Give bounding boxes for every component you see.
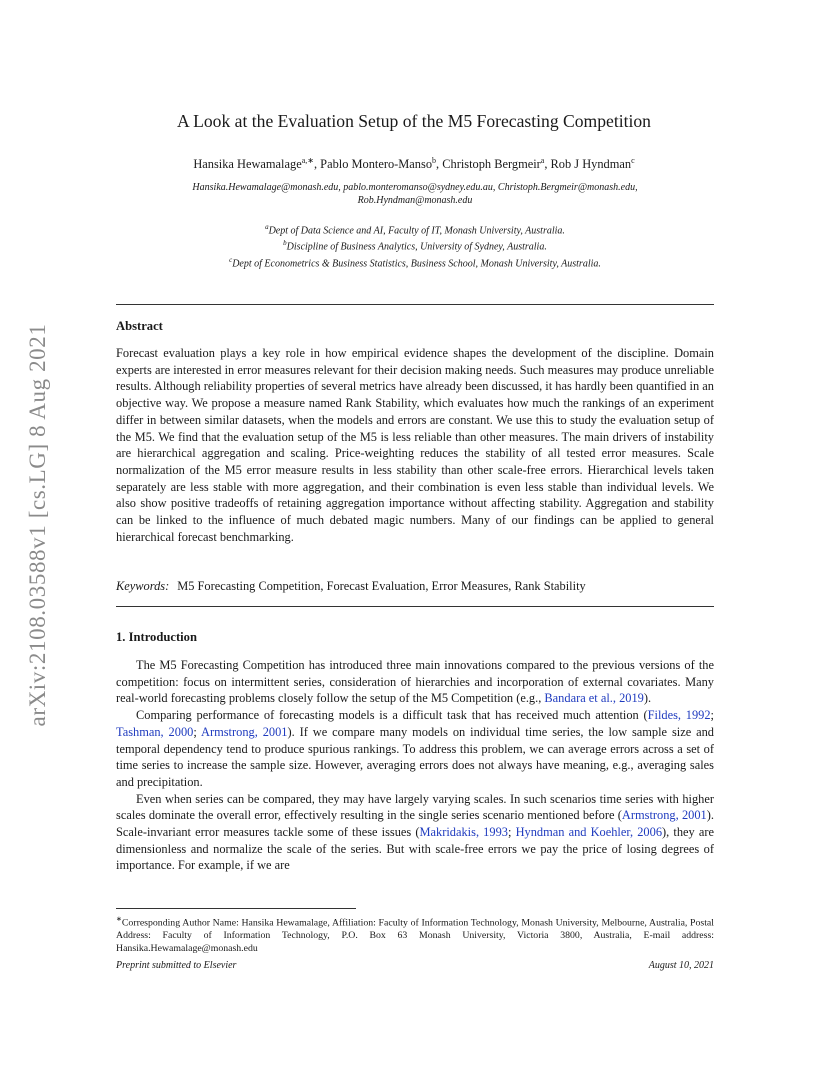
footer-date: August 10, 2021 bbox=[648, 960, 714, 971]
footnote-mark: ∗ bbox=[116, 915, 122, 923]
citation-separator: ; bbox=[710, 708, 714, 723]
author-separator: , bbox=[313, 157, 321, 172]
paragraph bbox=[116, 707, 714, 791]
footnote bbox=[116, 913, 714, 955]
author-emails bbox=[116, 181, 714, 207]
author-name: Rob J Hyndman bbox=[550, 157, 632, 172]
paragraph bbox=[116, 657, 714, 707]
introduction-body bbox=[116, 657, 714, 874]
paragraph-text: ). Scale-invariant error measures tackle some of these issues ( bbox=[116, 808, 714, 840]
abstract-bottom-rule bbox=[116, 606, 714, 607]
citation-link[interactable]: Tashman, 2000 bbox=[116, 724, 194, 739]
email-line[interactable]: Hansika.Hewamalage@monash.edu, pablo.monteromanso@sydney.edu.au, Christoph.Bergmeir@monash.edu, bbox=[192, 182, 638, 193]
citation-separator: ; bbox=[507, 825, 516, 840]
affiliation-line bbox=[116, 221, 714, 237]
paragraph-text: Even when series can be compared, they may have largely varying scales. In such scenarios time series with higher scales dominate the overall error, effectively resulting in the single series scenario mentioned before ( bbox=[116, 791, 714, 823]
affiliation-line bbox=[116, 237, 714, 253]
affiliation-mark: c bbox=[229, 255, 233, 264]
paragraph bbox=[116, 791, 714, 875]
email-line[interactable]: Rob.Hyndman@monash.edu bbox=[357, 195, 473, 206]
paragraph-text: The M5 Forecasting Competition has introduced three main innovations compared to the previous versions of the competition: focus on intermittent series, consideration of hierarchies and incorporation of external covariates. Many real-world forecasting problems closely follow the setup of the M5 Competition (e.g., bbox=[116, 658, 714, 706]
footnote-text: Corresponding Author Name: Hansika Hewamalage, Affiliation: Faculty of Information Technology, Monash University, Melbourne, Australia, Postal Address: Faculty of Information Technology, P.O. Box 63 Monash University, Victoria 3800, Australia, E-mail address: Hansika.Hewamalage@monash.edu bbox=[116, 917, 714, 955]
author-affiliation-mark: a,∗ bbox=[301, 156, 314, 165]
paragraph-text: ), they are dimensionless and normalize the scale of the series. But with scale-free errors we pay the price of losing degrees of importance. For example, if we are bbox=[116, 825, 714, 873]
author-name: Pablo Montero-Manso bbox=[320, 157, 433, 172]
author-affiliation-mark: c bbox=[631, 156, 635, 165]
keywords bbox=[116, 579, 714, 594]
paragraph-text: ). bbox=[643, 691, 652, 706]
author-list bbox=[0, 156, 828, 172]
author-separator: , bbox=[544, 157, 551, 172]
author-separator: , bbox=[436, 157, 443, 172]
affiliations bbox=[116, 221, 714, 270]
abstract-heading: Abstract bbox=[116, 319, 163, 333]
abstract-top-rule bbox=[116, 304, 714, 305]
paragraph-text: Comparing performance of forecasting models is a difficult task that has received much attention ( bbox=[136, 708, 648, 723]
affiliation-text: Discipline of Business Analytics, University of Sydney, Australia. bbox=[286, 241, 547, 253]
affiliation-text: Dept of Data Science and AI, Faculty of IT, Monash University, Australia. bbox=[268, 225, 565, 237]
citation-link[interactable]: Makridakis, 1993 bbox=[419, 825, 508, 840]
citation-link[interactable]: Armstrong, 2001 bbox=[621, 808, 707, 823]
arxiv-identifier: arXiv:2108.03588v1 [cs.LG] 8 Aug 2021 bbox=[25, 323, 50, 727]
citation-link[interactable]: Hyndman and Koehler, 2006 bbox=[515, 825, 663, 840]
paper-title: A Look at the Evaluation Setup of the M5 Forecasting Competition bbox=[177, 111, 651, 131]
citation-link[interactable]: Fildes, 1992 bbox=[647, 708, 711, 723]
affiliation-text: Dept of Econometrics & Business Statistics, Business School, Monash University, Australia. bbox=[232, 257, 601, 269]
abstract-body bbox=[116, 345, 714, 545]
citation-separator: ; bbox=[193, 724, 202, 739]
citation-link[interactable]: Armstrong, 2001 bbox=[201, 724, 288, 739]
paragraph-text: ). If we compare many models on individual time series, the low sample size and temporal dependency tend to produce spurious rankings. To address this problem, we can average errors across a set of time series to increase the sample size. However, averaging errors does not always have meaning, e.g., averaging sales and precipitation. bbox=[116, 724, 715, 789]
author-affiliation-mark: a bbox=[540, 156, 545, 165]
author-name: Christoph Bergmeir bbox=[442, 157, 541, 172]
author-name: Hansika Hewamalage bbox=[193, 157, 302, 172]
abstract-text: Forecast evaluation plays a key role in how empirical evidence shapes the development of the discipline. Domain experts are interested in error measures relevant for their decision making needs. Such measures may produce unreliable results. Although reliability properties of several metrics have already been discussed, it has hardly been quantified in an objective way. We propose a measure named Rank Stability, which evaluates how much the rankings of an experiment differ in between similar datasets, when the models and errors are constant. We use this to study the evaluation setup of the M5. We find that the evaluation setup of the M5 is less reliable than other measures. The main drivers of instability are hierarchical aggregation and scaling. Price-weighting reduces the stability of all tested error measures. Scale normalization of the M5 error measure results in less stability than other scale-free errors. Hierarchical levels taken separately are less stable with more aggregation, and their combination is even less stable than individual levels. We also show positive tradeoffs of retaining aggregation importance without affecting stability. Aggregation and stability can be linked to the influence of much debated magic numbers. Many of our findings can be applied to general hierarchical forecast benchmarking. bbox=[116, 346, 714, 544]
affiliation-mark: b bbox=[283, 239, 287, 248]
affiliation-line bbox=[116, 254, 714, 270]
author-affiliation-mark: b bbox=[432, 156, 437, 165]
keywords-label: Keywords: bbox=[116, 579, 170, 593]
affiliation-mark: a bbox=[265, 223, 269, 231]
citation-link[interactable]: Bandara et al., 2019 bbox=[544, 691, 644, 706]
arxiv-identifier-sidebar bbox=[18, 290, 58, 760]
keywords-text: M5 Forecasting Competition, Forecast Evaluation, Error Measures, Rank Stability bbox=[177, 579, 586, 593]
footnote-rule bbox=[116, 908, 356, 909]
section-heading-introduction: 1. Introduction bbox=[116, 630, 197, 644]
footer-preprint-note: Preprint submitted to Elsevier bbox=[116, 960, 237, 971]
